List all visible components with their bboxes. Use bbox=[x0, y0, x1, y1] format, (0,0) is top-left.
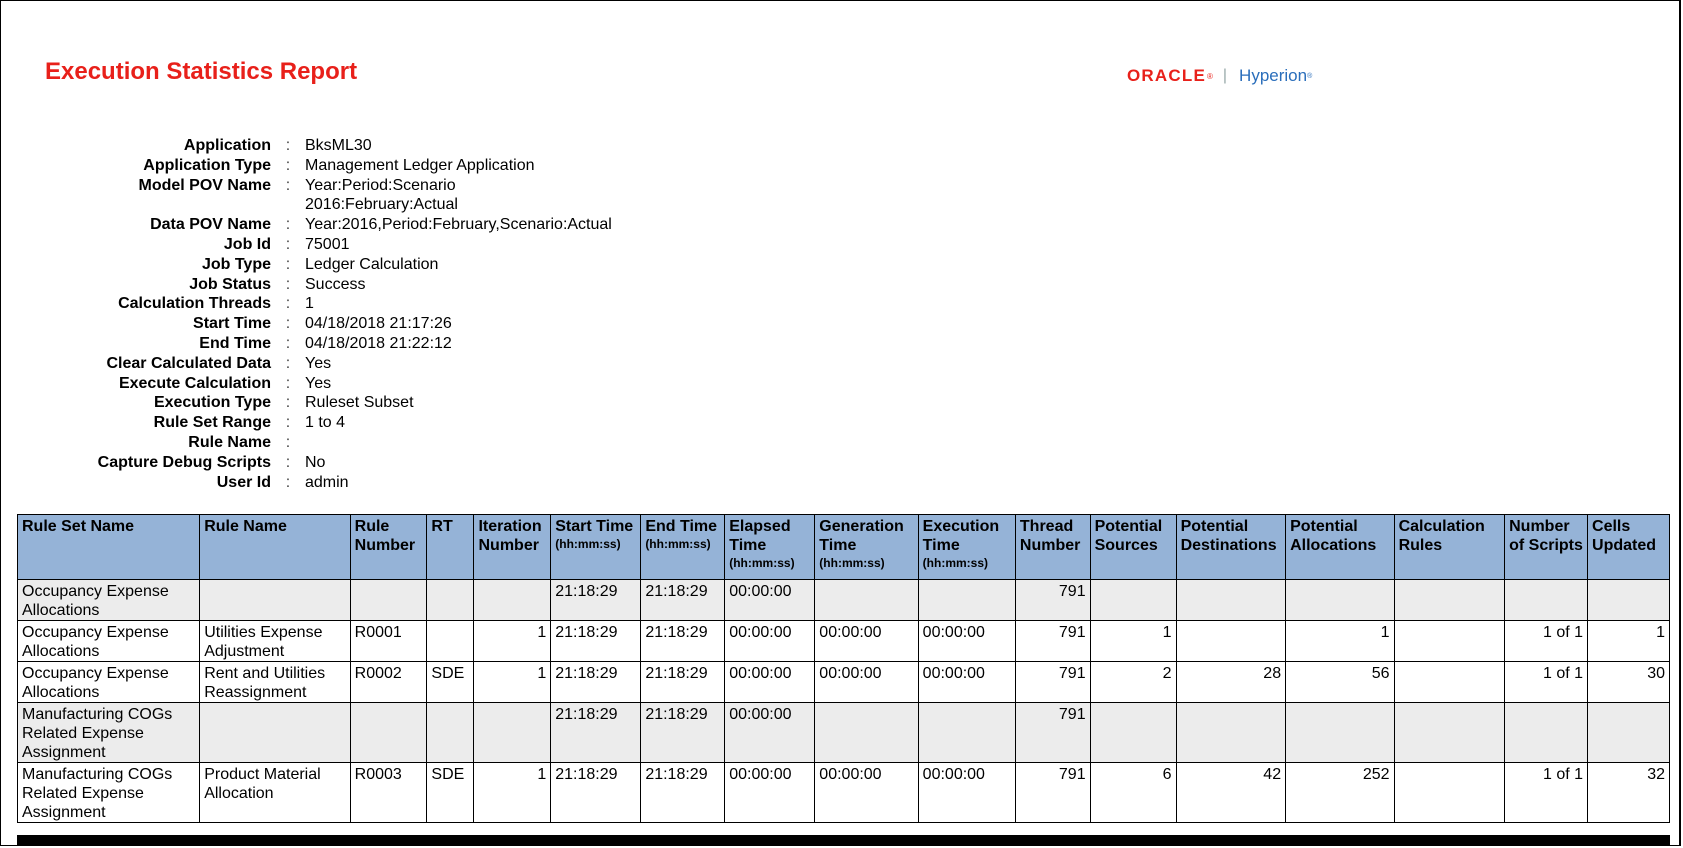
meta-label: Rule Name bbox=[188, 433, 271, 451]
table-cell bbox=[1286, 580, 1394, 621]
column-header-label: Generation Time bbox=[819, 518, 904, 554]
table-cell: 00:00:00 bbox=[918, 763, 1015, 823]
table-cell: 21:18:29 bbox=[641, 621, 725, 662]
column-header-unit: (hh:mm:ss) bbox=[922, 556, 989, 570]
meta-colon: : bbox=[285, 374, 291, 392]
table-cell: 00:00:00 bbox=[725, 703, 815, 763]
table-cell bbox=[427, 580, 474, 621]
column-header-label: End Time bbox=[645, 518, 718, 535]
meta-value: Yes bbox=[305, 374, 332, 392]
column-header-label: Rule Name bbox=[204, 518, 287, 535]
meta-colon: : bbox=[285, 414, 291, 432]
meta-colon: : bbox=[285, 433, 291, 451]
table-cell: 21:18:29 bbox=[641, 662, 725, 703]
table-cell: 1 bbox=[474, 662, 551, 703]
table-cell: 28 bbox=[1176, 662, 1286, 703]
table-cell bbox=[200, 580, 350, 621]
hyperion-wordmark: Hyperion bbox=[1239, 66, 1308, 85]
column-header-label: RT bbox=[431, 518, 453, 535]
meta-colon: : bbox=[285, 235, 291, 253]
meta-colon bbox=[271, 195, 305, 215]
table-cell: Occupancy Expense Allocations bbox=[18, 580, 200, 621]
column-header-label: Elapsed Time bbox=[729, 518, 791, 554]
meta-row bbox=[60, 374, 612, 394]
column-header bbox=[1505, 515, 1588, 580]
table-row bbox=[18, 662, 1670, 703]
cutoff-strip bbox=[17, 835, 1670, 846]
table-cell bbox=[1176, 580, 1286, 621]
meta-label: Execution Type bbox=[153, 394, 271, 412]
table-cell: 21:18:29 bbox=[551, 621, 641, 662]
table-cell: 00:00:00 bbox=[815, 763, 918, 823]
report-title: Execution Statistics Report bbox=[45, 58, 358, 85]
table-cell: 21:18:29 bbox=[551, 580, 641, 621]
meta-colon: : bbox=[285, 354, 291, 372]
column-header bbox=[18, 515, 200, 580]
meta-value: 04/18/2018 21:17:26 bbox=[305, 315, 452, 333]
meta-value: 2016:February:Actual bbox=[305, 196, 458, 214]
table-cell: Manufacturing COGs Related Expense Assignment bbox=[18, 703, 200, 763]
column-header-label: Start Time bbox=[555, 518, 634, 535]
meta-row bbox=[60, 473, 612, 493]
meta-row bbox=[60, 195, 612, 215]
meta-colon: : bbox=[285, 156, 291, 174]
column-header-label: Cells Updated bbox=[1592, 518, 1657, 554]
table-header-row bbox=[18, 515, 1670, 580]
table-cell: Occupancy Expense Allocations bbox=[18, 662, 200, 703]
table-row bbox=[18, 763, 1670, 823]
meta-row bbox=[60, 136, 612, 156]
column-header bbox=[918, 515, 1015, 580]
table-cell bbox=[200, 703, 350, 763]
meta-label: Application Type bbox=[143, 156, 271, 174]
meta-label: Data POV Name bbox=[150, 216, 271, 234]
meta-row bbox=[60, 176, 612, 196]
meta-value: 1 to 4 bbox=[305, 414, 346, 432]
table-cell: 1 bbox=[474, 763, 551, 823]
meta-label: User Id bbox=[216, 473, 271, 491]
column-header bbox=[815, 515, 918, 580]
table-cell: 791 bbox=[1015, 662, 1090, 703]
meta-row bbox=[60, 235, 612, 255]
table-cell: 00:00:00 bbox=[918, 621, 1015, 662]
table-cell bbox=[1090, 703, 1176, 763]
meta-colon: : bbox=[285, 176, 291, 194]
table-cell bbox=[474, 580, 551, 621]
table-cell: 6 bbox=[1090, 763, 1176, 823]
table-cell: 252 bbox=[1286, 763, 1394, 823]
table-cell: 30 bbox=[1588, 662, 1670, 703]
table-cell: 1 bbox=[1286, 621, 1394, 662]
report-metadata bbox=[60, 136, 612, 492]
column-header bbox=[1286, 515, 1394, 580]
table-cell: 42 bbox=[1176, 763, 1286, 823]
table-cell bbox=[1394, 621, 1505, 662]
meta-label bbox=[60, 195, 271, 215]
meta-value: Yes bbox=[305, 354, 332, 372]
column-header-label: Rule Set Name bbox=[22, 518, 135, 535]
column-header bbox=[725, 515, 815, 580]
table-body bbox=[18, 580, 1670, 823]
table-cell: 21:18:29 bbox=[641, 580, 725, 621]
meta-colon: : bbox=[285, 275, 291, 293]
column-header-label: Calculation Rules bbox=[1398, 518, 1485, 554]
table-cell: 1 of 1 bbox=[1505, 621, 1588, 662]
table-cell bbox=[474, 703, 551, 763]
column-header-label: Execution Time bbox=[922, 518, 1000, 554]
meta-row bbox=[60, 433, 612, 453]
table-cell: 2 bbox=[1090, 662, 1176, 703]
meta-value: Management Ledger Application bbox=[305, 156, 535, 174]
meta-value: Success bbox=[305, 275, 366, 293]
meta-value: Year:Period:Scenario bbox=[305, 176, 456, 194]
table-cell: Rent and Utilities Reassignment bbox=[200, 662, 350, 703]
meta-label: Model POV Name bbox=[138, 176, 271, 194]
column-header-label: Iteration Number bbox=[478, 518, 542, 554]
table-cell bbox=[1505, 703, 1588, 763]
table-cell: 21:18:29 bbox=[551, 662, 641, 703]
table-cell bbox=[918, 703, 1015, 763]
table-cell bbox=[815, 580, 918, 621]
logo-separator: | bbox=[1222, 67, 1228, 84]
execution-statistics-table bbox=[17, 514, 1670, 823]
meta-colon: : bbox=[285, 216, 291, 234]
table-cell bbox=[1176, 703, 1286, 763]
table-cell: 1 of 1 bbox=[1505, 662, 1588, 703]
column-header-label: Potential Sources bbox=[1094, 518, 1163, 554]
table-cell bbox=[1394, 763, 1505, 823]
table-cell bbox=[815, 703, 918, 763]
column-header bbox=[1394, 515, 1505, 580]
table-row bbox=[18, 703, 1670, 763]
meta-colon: : bbox=[285, 255, 291, 273]
meta-row bbox=[60, 393, 612, 413]
table-cell bbox=[427, 621, 474, 662]
table-cell bbox=[1286, 703, 1394, 763]
table-row bbox=[18, 580, 1670, 621]
table-cell: 32 bbox=[1588, 763, 1670, 823]
column-header-label: Thread Number bbox=[1019, 518, 1081, 554]
column-header bbox=[641, 515, 725, 580]
column-header bbox=[474, 515, 551, 580]
meta-value: Ruleset Subset bbox=[305, 394, 414, 412]
table-cell: R0002 bbox=[350, 662, 427, 703]
meta-value: 04/18/2018 21:22:12 bbox=[305, 334, 452, 352]
table-cell: Manufacturing COGs Related Expense Assignment bbox=[18, 763, 200, 823]
meta-colon: : bbox=[285, 295, 291, 313]
table-cell: 21:18:29 bbox=[641, 703, 725, 763]
table-cell: 00:00:00 bbox=[918, 662, 1015, 703]
table-cell: 791 bbox=[1015, 763, 1090, 823]
table-cell: 1 of 1 bbox=[1505, 763, 1588, 823]
table-cell bbox=[350, 703, 427, 763]
column-header-label: Potential Allocations bbox=[1290, 518, 1377, 554]
meta-colon: : bbox=[285, 334, 291, 352]
meta-colon: : bbox=[285, 473, 291, 491]
meta-row bbox=[60, 354, 612, 374]
meta-value: BksML30 bbox=[305, 137, 372, 154]
meta-label: End Time bbox=[199, 334, 271, 352]
table-cell: SDE bbox=[427, 662, 474, 703]
meta-colon: : bbox=[285, 394, 291, 412]
table-cell: 00:00:00 bbox=[725, 763, 815, 823]
column-header bbox=[427, 515, 474, 580]
meta-label: Rule Set Range bbox=[153, 414, 271, 432]
meta-colon: : bbox=[285, 137, 291, 154]
meta-row bbox=[60, 413, 612, 433]
meta-value: admin bbox=[305, 473, 349, 491]
meta-value: Ledger Calculation bbox=[305, 255, 439, 273]
table-cell: 00:00:00 bbox=[725, 621, 815, 662]
meta-row bbox=[60, 314, 612, 334]
meta-label: Job Status bbox=[189, 275, 271, 293]
meta-value: 75001 bbox=[305, 235, 350, 253]
oracle-hyperion-logo: ORACLE ® | Hyperion ® bbox=[1127, 66, 1313, 85]
table-cell bbox=[1394, 703, 1505, 763]
column-header-label: Rule Number bbox=[354, 518, 416, 554]
table-cell: 00:00:00 bbox=[725, 580, 815, 621]
column-header bbox=[1176, 515, 1286, 580]
meta-label: Capture Debug Scripts bbox=[97, 453, 271, 471]
column-header bbox=[1588, 515, 1670, 580]
table-cell: 00:00:00 bbox=[815, 662, 918, 703]
column-header-unit: (hh:mm:ss) bbox=[729, 556, 795, 570]
table-cell bbox=[1394, 662, 1505, 703]
meta-value: No bbox=[305, 453, 326, 471]
table-cell bbox=[918, 580, 1015, 621]
meta-label: Calculation Threads bbox=[118, 295, 271, 313]
table-cell: Product Material Allocation bbox=[200, 763, 350, 823]
table-cell: 21:18:29 bbox=[551, 703, 641, 763]
meta-row bbox=[60, 334, 612, 354]
column-header bbox=[200, 515, 350, 580]
table-cell: Utilities Expense Adjustment bbox=[200, 621, 350, 662]
table-cell: R0001 bbox=[350, 621, 427, 662]
table-cell: 00:00:00 bbox=[725, 662, 815, 703]
table-cell bbox=[1394, 580, 1505, 621]
column-header bbox=[1015, 515, 1090, 580]
meta-row bbox=[60, 294, 612, 314]
column-header bbox=[551, 515, 641, 580]
table-row bbox=[18, 621, 1670, 662]
meta-row bbox=[60, 156, 612, 176]
meta-row bbox=[60, 255, 612, 275]
table-cell: 56 bbox=[1286, 662, 1394, 703]
meta-label: Application bbox=[183, 137, 271, 154]
table-cell: 21:18:29 bbox=[641, 763, 725, 823]
table-cell bbox=[1588, 580, 1670, 621]
column-header-unit: (hh:mm:ss) bbox=[645, 537, 711, 551]
column-header-label: Potential Destinations bbox=[1180, 518, 1277, 554]
meta-row bbox=[60, 453, 612, 473]
table-cell bbox=[1176, 621, 1286, 662]
meta-label: Start Time bbox=[193, 315, 271, 333]
column-header bbox=[350, 515, 427, 580]
table-cell: 791 bbox=[1015, 580, 1090, 621]
table-cell: 21:18:29 bbox=[551, 763, 641, 823]
column-header-label: Number of Scripts bbox=[1509, 518, 1583, 554]
oracle-wordmark: ORACLE bbox=[1127, 66, 1206, 85]
column-header-unit: (hh:mm:ss) bbox=[819, 556, 885, 570]
table-cell: 00:00:00 bbox=[815, 621, 918, 662]
meta-colon: : bbox=[285, 315, 291, 333]
table-cell bbox=[1505, 580, 1588, 621]
meta-label: Clear Calculated Data bbox=[106, 354, 271, 372]
table-cell: 791 bbox=[1015, 621, 1090, 662]
meta-label: Execute Calculation bbox=[118, 374, 271, 392]
table-cell bbox=[350, 580, 427, 621]
table-cell: SDE bbox=[427, 763, 474, 823]
meta-value: Year:2016,Period:February,Scenario:Actual bbox=[305, 216, 612, 234]
meta-row bbox=[60, 215, 612, 235]
meta-row bbox=[60, 275, 612, 295]
meta-colon: : bbox=[285, 453, 291, 471]
column-header-unit: (hh:mm:ss) bbox=[555, 537, 621, 551]
table-cell: 1 bbox=[1090, 621, 1176, 662]
table-cell bbox=[1588, 703, 1670, 763]
table-cell bbox=[1090, 580, 1176, 621]
table-cell: Occupancy Expense Allocations bbox=[18, 621, 200, 662]
meta-label: Job Type bbox=[201, 255, 271, 273]
table-cell: 1 bbox=[474, 621, 551, 662]
meta-label: Job Id bbox=[223, 235, 271, 253]
table-cell bbox=[427, 703, 474, 763]
table-cell: R0003 bbox=[350, 763, 427, 823]
column-header bbox=[1090, 515, 1176, 580]
table-cell: 1 bbox=[1588, 621, 1670, 662]
table-cell: 791 bbox=[1015, 703, 1090, 763]
meta-value: 1 bbox=[305, 295, 314, 313]
